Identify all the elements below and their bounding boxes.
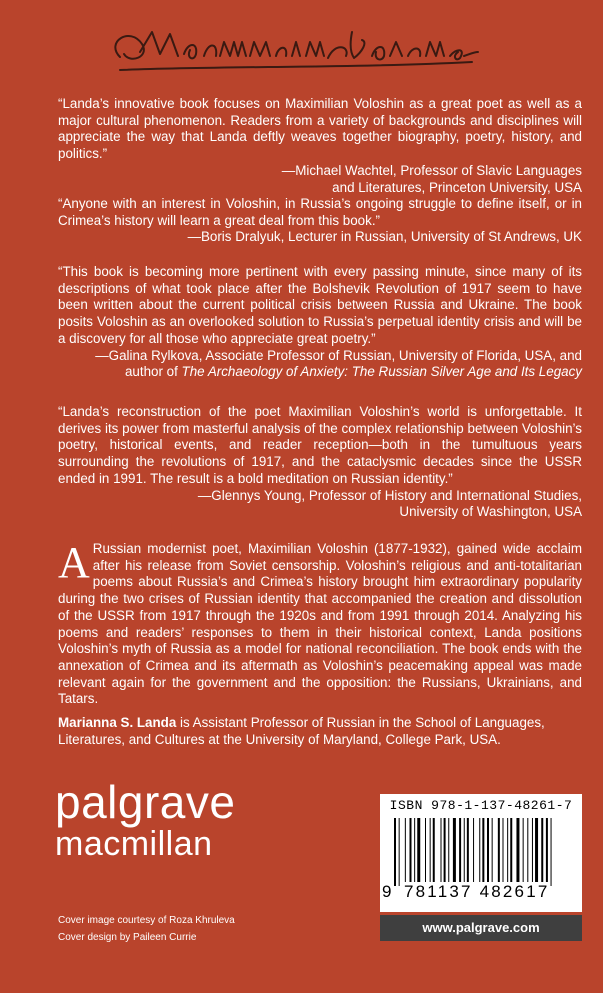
quote-text: “Landa’s reconstruction of the poet Maximilian Voloshin’s world is unforgettable. It derives its power from masterful analysis of the complex relationship between Voloshin’s poetry, historical events, and reader reception—both in the tumultuous years surrounding the revolutions of 1917, and the cataclysmic decades since the USSR ended in 1991. The result is a bold meditation on Russian identity.”: [58, 404, 582, 486]
quote-attribution: —Boris Dralyuk, Lecturer in Russian, University of St Andrews, UK: [187, 229, 582, 245]
book-blurb: [58, 538, 582, 708]
review-quote-2: [58, 196, 582, 246]
attribution-prefix: author of: [124, 364, 182, 380]
barcode-bar: [459, 818, 461, 886]
publisher-website[interactable]: www.palgrave.com: [380, 915, 582, 941]
barcode-bar: [430, 818, 431, 886]
blurb-text: Russian modernist poet, Maximilian Voloshin (1877-1932), gained wide acclaim after his release from Soviet censorship. Voloshin’s religious and anti-totalitarian poems about Russia’s and Crimea’s history brought him extraordinary popularity during the two crises of Russian identity that accompanied the creation and dissolution of the USSR from 1917 through the 1920s and from 1991 through 2014. Analyzing his poems and readers’ responses to them in their historical context, Landa positions Voloshin’s myth of Russia as a model for national reconciliation. The book ends with the annexation of Crimea and its aftermath as Voloshin’s peacemaking appeal was made relevant again for the government and the opposition: the Russians, Ukrainians, and Tatars.: [58, 541, 582, 707]
book-title: The Archaeology of Anxiety: The Russian Silver Age and Its Legacy: [181, 364, 582, 380]
cover-image-credit: Cover image courtesy of Roza Khruleva: [58, 915, 235, 926]
barcode-bar: [448, 818, 449, 886]
cover-credits: [58, 912, 235, 946]
isbn-barcode: [380, 794, 582, 912]
barcode-bar: [535, 818, 538, 886]
barcode-bar: [473, 818, 474, 886]
barcode-bar: [410, 818, 412, 886]
barcode-bar: [546, 818, 548, 886]
barcode-bar: [507, 818, 508, 886]
barcode-bars: [394, 818, 570, 886]
barcode-bar: [464, 818, 465, 886]
barcode-bar: [487, 818, 489, 886]
barcode-bar: [417, 818, 420, 886]
quote-attribution: —Galina Rylkova, Associate Professor of Russian, University of Florida, USA, and: [95, 347, 582, 363]
cover-design-credit: Cover design by Paileen Currie: [58, 932, 197, 943]
barcode-bar: [503, 818, 504, 886]
author-name: Marianna S. Landa: [58, 715, 177, 730]
isbn-label: ISBN 978-1-137-48261-7: [389, 798, 573, 813]
barcode-bar: [425, 818, 426, 886]
quote-text: “Anyone with an interest in Voloshin, in Russia’s ongoing struggle to define itself, or in Crimea’s history will learn a great deal from this book.”: [58, 196, 582, 228]
barcode-bar: [498, 818, 500, 886]
publisher-logo-line2: macmillan: [55, 825, 213, 863]
drop-cap: A: [58, 538, 90, 587]
quote-attribution: University of Washington, USA: [399, 504, 582, 520]
barcode-bar: [541, 818, 543, 886]
barcode-bar: [394, 818, 396, 886]
barcode-bar: [482, 818, 484, 886]
publisher-logo: [55, 776, 285, 863]
isbn-digit-groups: 781137 482617: [404, 882, 550, 901]
quote-attribution: —Michael Wachtel, Professor of Slavic Languages: [281, 162, 582, 178]
barcode-bar: [510, 818, 512, 886]
review-quote-3: [58, 264, 582, 381]
quote-attribution: and Literatures, Princeton University, USA: [332, 179, 582, 195]
barcode-bar: [527, 818, 528, 886]
barcode-bar: [523, 818, 524, 886]
barcode-bar: [532, 818, 533, 886]
barcode-bar: [405, 818, 406, 886]
quote-text: “Landa’s innovative book focuses on Maximilian Voloshin as a great poet as well as a major cultural phenomenon. Readers from a variety of backgrounds and disciplines will appreciate the way that Landa deftly weaves together biography, poetry, history, and politics.”: [58, 96, 582, 162]
barcode-bar: [467, 818, 469, 886]
barcode-bar: [453, 818, 456, 886]
review-quote-4: [58, 404, 582, 521]
author-bio-text: is Assistant Professor of Russian in the School of Languages, Literatures, and Cultures at the University of Maryland, College Park, USA.: [58, 715, 545, 747]
barcode-bar: [414, 818, 415, 886]
review-quote-1: [58, 96, 582, 196]
barcode-bar: [441, 818, 442, 886]
barcode-bar: [399, 818, 400, 886]
barcode-bar: [492, 818, 493, 886]
publisher-logo-line1: palgrave: [55, 776, 236, 828]
quote-text: “This book is becoming more pertinent with every passing minute, since many of its descriptions of what took place after the Bolshevik Revolution of 1917 seem to have been written about the current political crisis between Russia and Ukraine. The book posits Voloshin as an overlooked solution to Russia’s perpetual identity crisis and will be a discovery for all those who appreciate great poetry.”: [58, 264, 582, 346]
author-bio: [58, 715, 582, 748]
isbn-lead-digit: 9: [382, 882, 392, 901]
barcode-bar: [479, 818, 480, 886]
signature-image: [100, 12, 480, 80]
barcode-bar: [551, 818, 552, 886]
barcode-bar: [516, 818, 519, 886]
barcode-bar: [433, 818, 435, 886]
quote-attribution: [58, 364, 582, 381]
barcode-bar: [444, 818, 446, 886]
quote-attribution: —Glennys Young, Professor of History and International Studies,: [197, 487, 582, 503]
